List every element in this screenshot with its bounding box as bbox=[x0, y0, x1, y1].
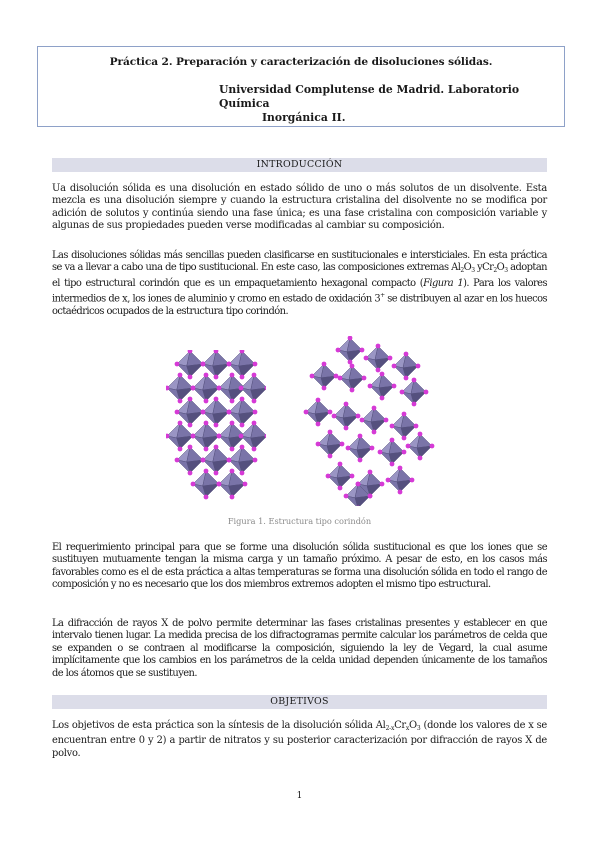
oxygen-atom bbox=[316, 422, 321, 427]
text-run: O bbox=[463, 262, 472, 274]
oxygen-atom bbox=[230, 469, 235, 474]
oxygen-atom bbox=[356, 414, 361, 419]
octahedron bbox=[346, 434, 375, 463]
figure-caption: Figura 1. Estructura tipo corindón bbox=[227, 516, 372, 526]
oxygen-atom bbox=[328, 454, 333, 459]
oxygen-atom bbox=[188, 375, 193, 380]
oxygen-atom bbox=[350, 364, 355, 369]
paragraph-objectives bbox=[52, 720, 547, 760]
oxygen-atom bbox=[368, 470, 373, 475]
oxygen-atom bbox=[400, 390, 405, 395]
oxygen-atom bbox=[252, 447, 257, 452]
oxygen-atom bbox=[214, 445, 219, 450]
octahedron bbox=[336, 336, 365, 364]
octahedron bbox=[316, 430, 345, 459]
oxygen-atom bbox=[214, 375, 219, 380]
oxygen-atom bbox=[418, 432, 423, 437]
oxygen-atom bbox=[368, 494, 373, 499]
oxygen-atom bbox=[239, 434, 244, 439]
oxygen-atom bbox=[214, 423, 219, 428]
oxygen-atom bbox=[253, 362, 258, 367]
oxygen-atom bbox=[175, 458, 180, 463]
paragraph-requirements: El requerimiento principal para que se forme una disolución sólida sustitucional es que los iones que se sustituyen mutuamente tengan la misma carga y un tamaño próximo. A pesar de esto, en los casos más favorables como es el de esta práctica a altas temperaturas se forma una disolución sólida en todo el rango de composición y no es necesario que los dos miembros extremos adopten el mismo tipo estructural. bbox=[52, 542, 547, 591]
oxygen-atom bbox=[338, 486, 343, 491]
header-box bbox=[37, 46, 565, 127]
oxygen-atom bbox=[178, 421, 183, 426]
oxygen-atom bbox=[412, 378, 417, 383]
octahedron bbox=[368, 372, 397, 401]
oxygen-atom bbox=[240, 445, 245, 450]
subscript: 3 bbox=[471, 267, 475, 275]
text-run: se distribuyen al azar en los huecos octaédricos ocupados de la estructura tipo corindón. bbox=[52, 293, 547, 317]
oxygen-atom bbox=[430, 444, 435, 449]
oxygen-atom bbox=[326, 474, 331, 479]
oxygen-atom bbox=[310, 374, 315, 379]
oxygen-atom bbox=[340, 442, 345, 447]
oxygen-atom bbox=[376, 344, 381, 349]
oxygen-atom bbox=[376, 368, 381, 373]
oxygen-atom bbox=[252, 421, 257, 426]
oxygen-atom bbox=[227, 410, 232, 415]
oxygen-atom bbox=[404, 352, 409, 357]
oxygen-atom bbox=[404, 376, 409, 381]
oxygen-atom bbox=[214, 397, 219, 402]
octahedron bbox=[364, 344, 393, 373]
oxygen-atom bbox=[227, 458, 232, 463]
oxygen-atom bbox=[346, 446, 351, 451]
oxygen-atom bbox=[416, 364, 421, 369]
affiliation-line1: Universidad Complutense de Madrid. Laboratorio Química bbox=[219, 83, 520, 110]
oxygen-atom bbox=[217, 482, 222, 487]
oxygen-atom bbox=[252, 399, 257, 404]
text-run: Cr bbox=[394, 720, 406, 731]
text-run: O bbox=[496, 262, 505, 274]
oxygen-atom bbox=[412, 402, 417, 407]
oxygen-atom bbox=[344, 402, 349, 407]
oxygen-atom bbox=[402, 412, 407, 417]
section-heading-introduction: INTRODUCCIÓN bbox=[52, 158, 547, 172]
oxygen-atom bbox=[214, 471, 219, 476]
affiliation-line2: Inorgánica II. bbox=[262, 111, 346, 124]
octahedron bbox=[326, 462, 355, 491]
octahedron bbox=[386, 466, 415, 495]
oxygen-atom bbox=[204, 447, 209, 452]
subscript: 3 bbox=[416, 725, 421, 732]
octahedron bbox=[332, 402, 361, 431]
oxygen-atom bbox=[344, 426, 349, 431]
oxygen-atom bbox=[358, 434, 363, 439]
octahedron bbox=[360, 406, 389, 435]
oxygen-atom bbox=[316, 398, 321, 403]
text-run: Las disoluciones sólidas más sencillas pueden clasificarse en sustitucionales e intersticiales. En esta práctica se va a llevar a cabo una de tipo sustitucional. En este caso, las composiciones extremas Al bbox=[52, 250, 547, 274]
oxygen-atom bbox=[191, 386, 196, 391]
section-heading-objectives: OBJETIVOS bbox=[52, 695, 547, 709]
oxygen-atom bbox=[338, 462, 343, 467]
figure-reference: Figura 1 bbox=[423, 277, 464, 289]
oxygen-atom bbox=[240, 471, 245, 476]
oxygen-atom bbox=[402, 450, 407, 455]
oxygen-atom bbox=[378, 450, 383, 455]
oxygen-atom bbox=[188, 423, 193, 428]
oxygen-atom bbox=[201, 410, 206, 415]
document-title: Práctica 2. Preparación y caracterización de disoluciones sólidas. bbox=[109, 56, 493, 68]
oxygen-atom bbox=[188, 445, 193, 450]
oxygen-atom bbox=[336, 348, 341, 353]
oxygen-atom bbox=[204, 399, 209, 404]
octahedron bbox=[400, 378, 429, 407]
oxygen-atom bbox=[424, 390, 429, 395]
oxygen-atom bbox=[398, 466, 403, 471]
oxygen-atom bbox=[356, 482, 361, 487]
octahedron bbox=[392, 352, 421, 381]
octahedron bbox=[338, 364, 367, 393]
oxygen-atom bbox=[188, 471, 193, 476]
oxygen-atom bbox=[350, 474, 355, 479]
oxygen-atom bbox=[402, 436, 407, 441]
oxygen-atom bbox=[360, 418, 365, 423]
subscript: x bbox=[405, 725, 409, 732]
oxygen-atom bbox=[243, 482, 248, 487]
octahedron bbox=[390, 412, 419, 441]
oxygen-atom bbox=[204, 373, 209, 378]
text-run: yCr bbox=[474, 262, 494, 274]
oxygen-atom bbox=[380, 482, 385, 487]
oxygen-atom bbox=[252, 373, 257, 378]
paragraph-xray-diffraction: La difracción de rayos X de polvo permite determinar las fases cristalinas presentes y establecer en que intervalo tienen lugar. La medida precisa de los difractogramas permite calcular los parámetros de celda que se expanden o se contraen al modificarse la composición, siguiendo la ley de Vegard, la cual asume implícitamente que los cambios en los parámetros de la celda unidad dependen únicamente de los tamaños de los átomos que se sustituyen. bbox=[52, 618, 547, 679]
oxygen-atom bbox=[368, 384, 373, 389]
oxygen-atom bbox=[191, 434, 196, 439]
paragraph-classification bbox=[52, 250, 547, 318]
subscript: 2-x bbox=[385, 725, 395, 732]
octahedron bbox=[406, 432, 435, 461]
text-run: adoptan el tipo estructural corindón que es un empaquetamiento hexagonal compacto ( bbox=[52, 262, 547, 289]
oxygen-atom bbox=[204, 495, 209, 500]
oxygen-atom bbox=[240, 375, 245, 380]
text-run: O bbox=[409, 720, 417, 731]
oxygen-atom bbox=[217, 386, 222, 391]
oxygen-atom bbox=[380, 372, 385, 377]
oxygen-atom bbox=[322, 362, 327, 367]
oxygen-atom bbox=[178, 447, 183, 452]
oxygen-atom bbox=[178, 373, 183, 378]
oxygen-atom bbox=[390, 438, 395, 443]
oxygen-atom bbox=[175, 362, 180, 367]
oxygen-atom bbox=[178, 399, 183, 404]
oxygen-atom bbox=[362, 376, 367, 381]
oxygen-atom bbox=[328, 430, 333, 435]
oxygen-atom bbox=[358, 458, 363, 463]
text-run: ). Para los valores intermedios de x, los iones de aluminio y cromo en estado de oxidación 3 bbox=[52, 277, 547, 305]
oxygen-atom bbox=[344, 494, 349, 499]
oxygen-atom bbox=[253, 410, 258, 415]
oxygen-atom bbox=[191, 482, 196, 487]
subscript: 2 bbox=[493, 267, 497, 275]
superscript: + bbox=[380, 292, 385, 300]
oxygen-atom bbox=[204, 421, 209, 426]
oxygen-atom bbox=[230, 447, 235, 452]
oxygen-atom bbox=[230, 373, 235, 378]
oxygen-atom bbox=[372, 406, 377, 411]
oxygen-atom bbox=[398, 490, 403, 495]
crystal-structure-image-right bbox=[300, 336, 440, 506]
oxygen-atom bbox=[204, 469, 209, 474]
oxygen-atom bbox=[240, 423, 245, 428]
subscript: 2 bbox=[460, 267, 464, 275]
oxygen-atom bbox=[364, 356, 369, 361]
oxygen-atom bbox=[380, 396, 385, 401]
oxygen-atom bbox=[217, 434, 222, 439]
oxygen-atom bbox=[239, 386, 244, 391]
oxygen-atom bbox=[418, 456, 423, 461]
paragraph-definition: Ua disolución sólida es una disolución en estado sólido de uno o más solutos de un disolvente. Esta mezcla es una disolución siempre y cuando la estructura cristalina del disolvente no se modifica por adición de solutos y continúa siendo una fase única; es una fase cristalina con composición variable y algunas de sus propiedades pueden verse modificadas al cambiar su composición. bbox=[52, 183, 547, 232]
oxygen-atom bbox=[175, 410, 180, 415]
oxygen-atom bbox=[410, 478, 415, 483]
oxygen-atom bbox=[253, 458, 258, 463]
text-run: Los objetivos de esta práctica son la síntesis de la disolución sólida Al bbox=[52, 720, 386, 731]
affiliation bbox=[219, 83, 559, 125]
oxygen-atom bbox=[386, 478, 391, 483]
oxygen-atom bbox=[370, 446, 375, 451]
octahedron-face bbox=[355, 496, 370, 506]
oxygen-atom bbox=[350, 388, 355, 393]
crystal-structure-image-left bbox=[166, 350, 266, 500]
oxygen-atom bbox=[388, 356, 393, 361]
oxygen-atom bbox=[360, 348, 365, 353]
oxygen-atom bbox=[392, 384, 397, 389]
oxygen-atom bbox=[328, 410, 333, 415]
oxygen-atom bbox=[227, 362, 232, 367]
oxygen-atom bbox=[390, 424, 395, 429]
text-run: (donde los valores de x se encuentran entre 0 y 2) a partir de nitratos y su posterior caracterización por difracción de rayos X de polvo. bbox=[52, 720, 547, 759]
oxygen-atom bbox=[188, 397, 193, 402]
oxygen-atom bbox=[240, 397, 245, 402]
oxygen-atom bbox=[201, 458, 206, 463]
oxygen-atom bbox=[372, 430, 377, 435]
octahedron bbox=[310, 362, 339, 391]
oxygen-atom bbox=[201, 362, 206, 367]
octahedron bbox=[378, 438, 407, 467]
oxygen-atom bbox=[390, 462, 395, 467]
oxygen-atom bbox=[316, 442, 321, 447]
oxygen-atom bbox=[230, 399, 235, 404]
oxygen-atom bbox=[414, 424, 419, 429]
oxygen-atom bbox=[384, 418, 389, 423]
oxygen-atom bbox=[392, 364, 397, 369]
oxygen-atom bbox=[406, 444, 411, 449]
oxygen-atom bbox=[322, 386, 327, 391]
oxygen-atom bbox=[230, 495, 235, 500]
oxygen-atom bbox=[230, 421, 235, 426]
octahedron bbox=[304, 398, 333, 427]
oxygen-atom bbox=[338, 376, 343, 381]
page-number: 1 bbox=[296, 791, 303, 801]
oxygen-atom bbox=[304, 410, 309, 415]
oxygen-atom bbox=[332, 414, 337, 419]
subscript: 3 bbox=[504, 267, 508, 275]
